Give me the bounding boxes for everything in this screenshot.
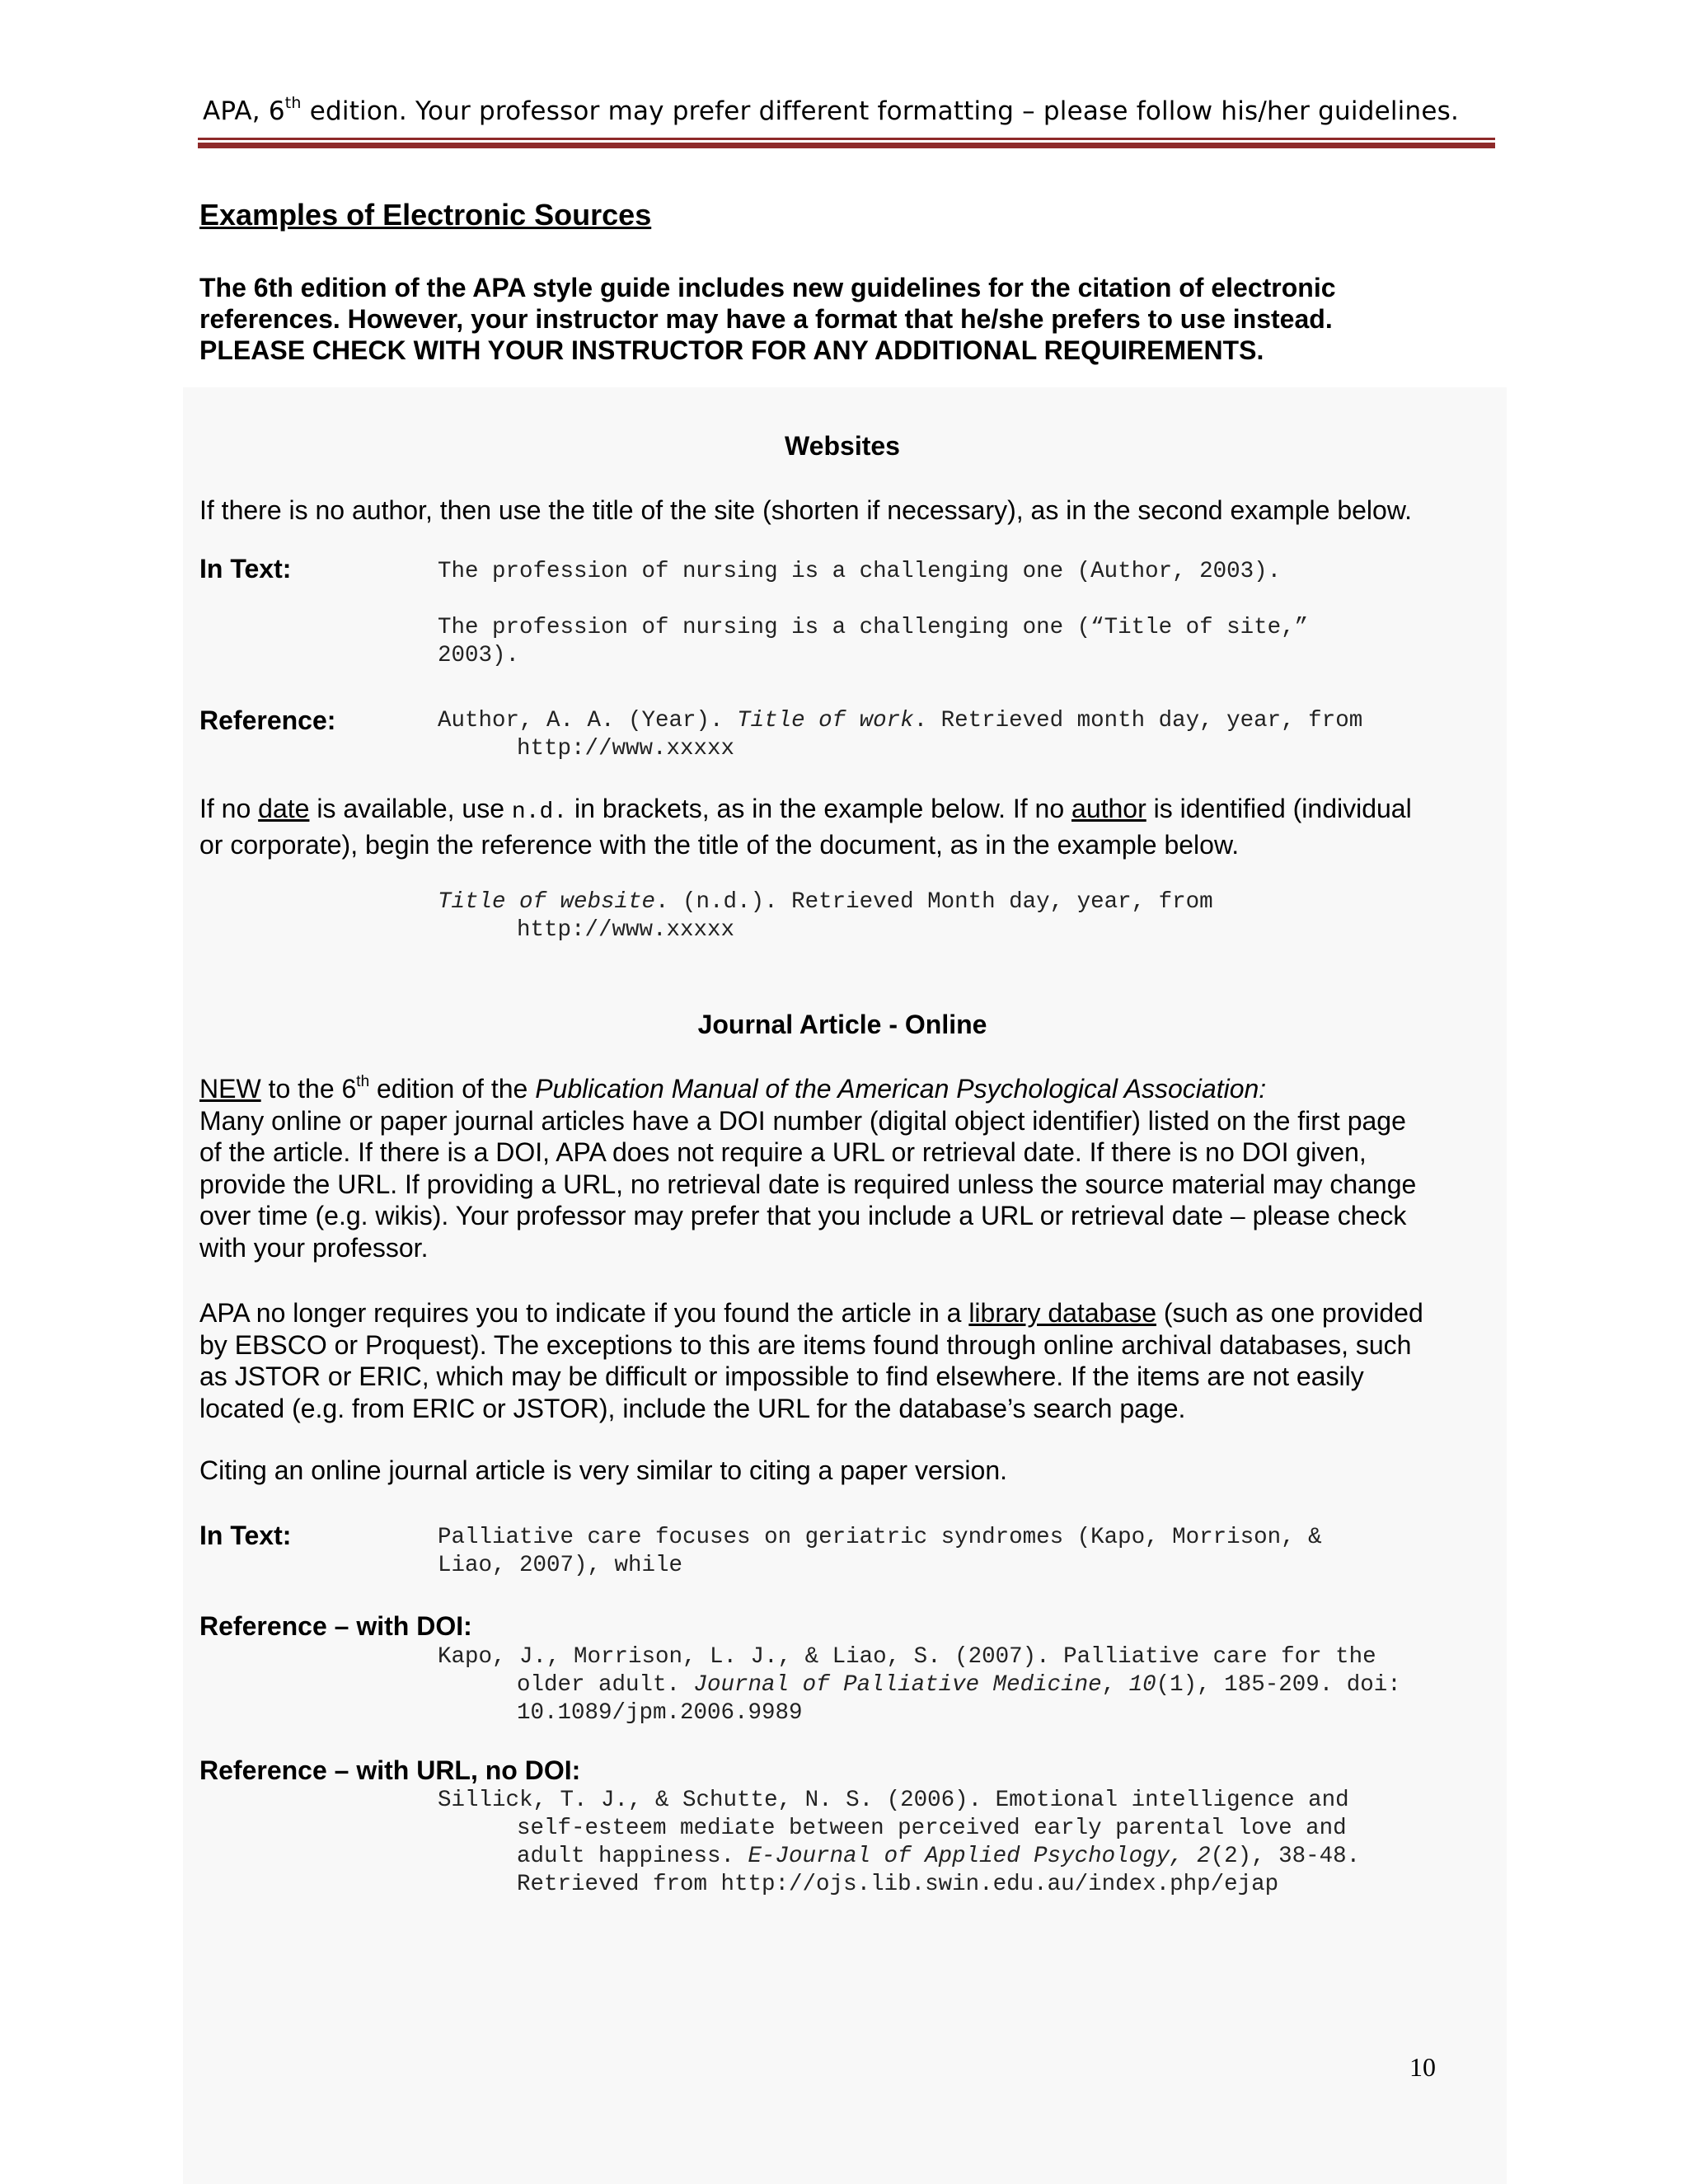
websites-in-text-example-2: The profession of nursing is a challenging one (“Title of site,” 2003). [438,615,1309,668]
journal-intro-paragraph: NEW to the 6th edition of the Publication Manual of the American Psychological Association: Many online or paper journal articles have a DOI number (digital object identifier) listed on the first page of the article. If there is a DOI, APA does not require a URL or retrieval date. If there is no DOI given, provide the URL. If providing a URL, no retrieval date is required unless the source material may change over time (e.g. wikis). Your professor may prefer that you include a URL or retrieval date – please check with your professor. [199,1073,1417,1263]
reference-url-label: Reference – with URL, no DOI: [199,1755,581,1785]
citing-paragraph: Citing an online journal article is very similar to citing a paper version. [199,1455,1007,1485]
websites-in-text-label: In Text: [199,554,292,583]
websites-reference-label: Reference: [199,705,336,735]
websites-reference-example: Author, A. A. (Year). Title of work. Retrieved month day, year, from http://www.xxxxx [438,708,1363,762]
reference-doi-label: Reference – with DOI: [199,1611,472,1641]
no-date-paragraph: If no date is available, use n.d. in brackets, as in the example below. If no author is identified (individual or corporate), begin the reference with the title of the document, as in the example below. [199,794,1412,860]
reference-doi-example: Kapo, J., Morrison, L. J., & Liao, S. (2007). Palliative care for the older adult. Journal of Palliative Medicine, 10(1), 185-209. doi: 10.1089/jpm.2006.9989 [438,1644,1401,1726]
reference-url-example: Sillick, T. J., & Schutte, N. S. (2006). Emotional intelligence and self-esteem mediate between perceived early parental love and adult happiness. E-Journal of Applied Psychology, 2(2), 38-48. Retrieved from http://ojs.lib.swin.edu.au/index.php/ejap [438,1788,1361,1897]
database-paragraph: APA no longer requires you to indicate if you found the article in a library database (such as one provided by EBSCO or Proquest). The exceptions to this are items found through online archival databases, such as JSTOR or ERIC, which may be difficult or impossible to find elsewhere. If the items are not easily located (e.g. from ERIC or JSTOR), include the URL for the database’s search page. [199,1298,1423,1423]
header-rule [198,138,1495,148]
page-number: 10 [1409,2052,1436,2082]
websites-in-text-example-1: The profession of nursing is a challenging one (Author, 2003). [438,559,1282,584]
websites-note: If there is no author, then use the title of the site (shorten if necessary), as in the second example below. [199,495,1413,525]
running-header: APA, 6th edition. Your professor may prefer different formatting – please follow his/her guidelines. [203,94,1460,126]
journal-heading: Journal Article - Online [697,1010,987,1039]
page-title: Examples of Electronic Sources [199,198,652,232]
websites-heading: Websites [785,431,900,461]
journal-in-text-label: In Text: [199,1521,292,1550]
no-date-reference-example: Title of website. (n.d.). Retrieved Month day, year, from http://www.xxxxx [438,889,1213,943]
intro-paragraph: The 6th edition of the APA style guide includes new guidelines for the citation of electronic references. However, your instructor may have a format that he/she prefers to use instead. PLEASE CHECK WITH YOUR INSTRUCTOR FOR ANY ADDITIONAL REQUIREMENTS. [199,273,1336,365]
journal-in-text-example: Palliative care focuses on geriatric syndromes (Kapo, Morrison, & Liao, 2007), while [438,1525,1322,1578]
